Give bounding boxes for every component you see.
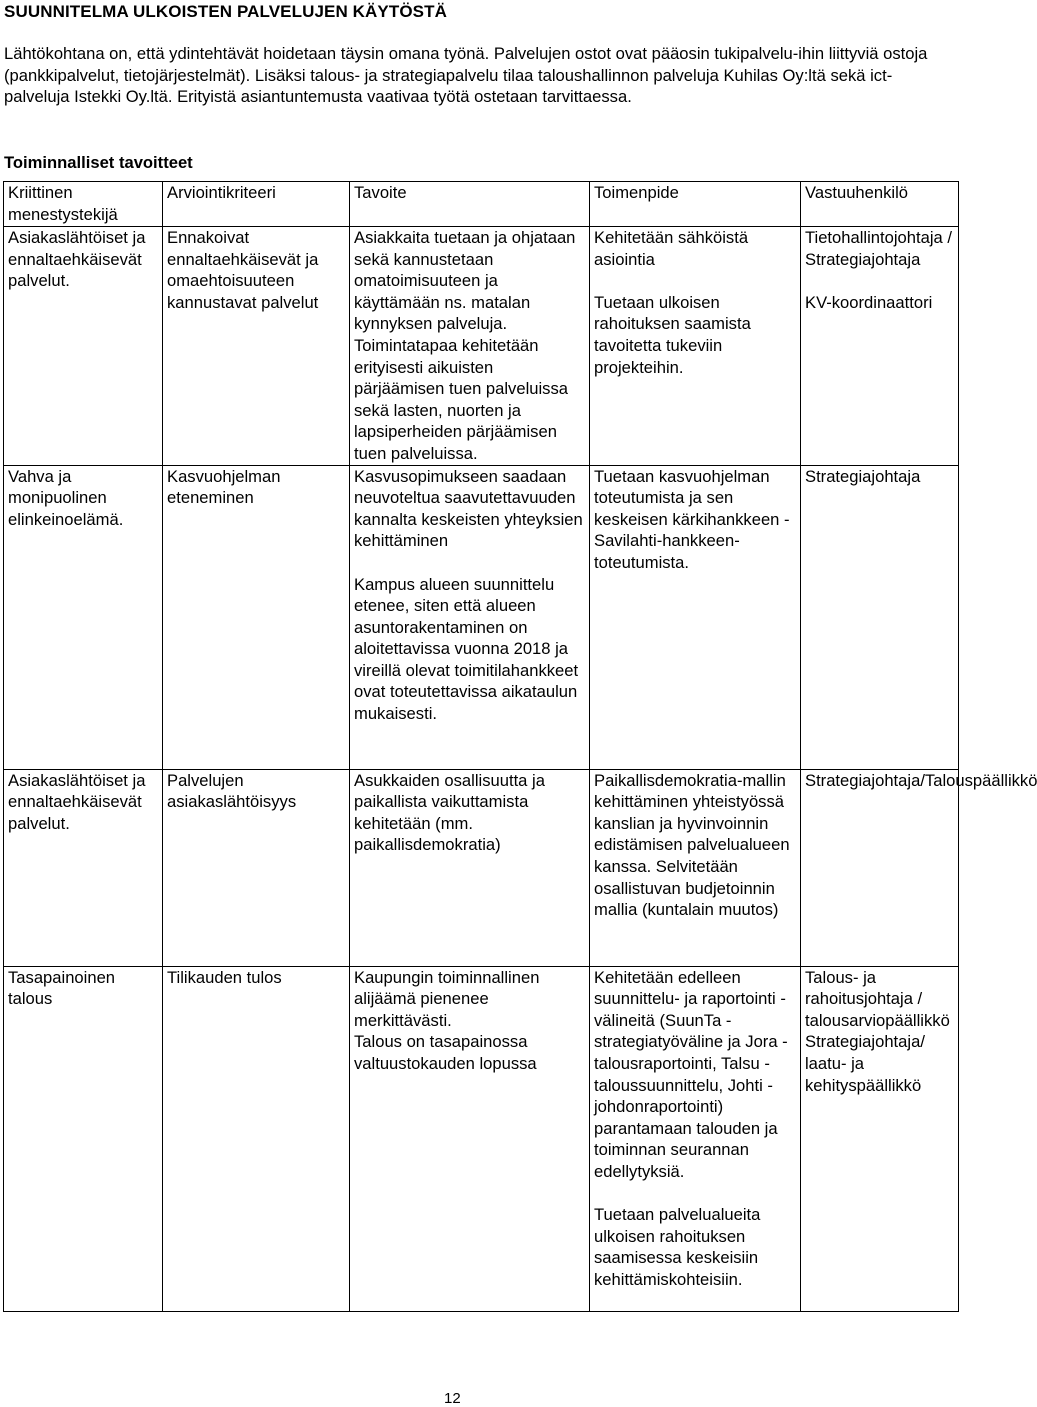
cell-responsible: Strategiajohtaja bbox=[801, 465, 959, 769]
header-criterion: Arviointikriteeri bbox=[163, 182, 350, 227]
header-action: Toimenpide bbox=[590, 182, 801, 227]
cell-goal: Kaupungin toiminnallinen alijäämä pienenee merkittävästi. Talous on tasapainossa valtuustokauden lopussa bbox=[350, 966, 590, 1311]
cell-criterion: Kasvuohjelman eteneminen bbox=[163, 465, 350, 769]
cell-responsible: Tietohallintojohtaja / Strategiajohtaja KV-koordinaattori bbox=[801, 227, 959, 466]
cell-action: Paikallisdemokratia-mallin kehittäminen yhteistyössä kanslian ja hyvinvoinnin edistämisen palvelualueen kanssa. Selvitetään osallistuvan budjetoinnin mallia (kuntalain muutos) bbox=[590, 769, 801, 966]
cell-factor: Tasapainoinen talous bbox=[4, 966, 163, 1311]
section-title: Toiminnalliset tavoitteet bbox=[4, 153, 193, 172]
intro-paragraph: Lähtökohtana on, että ydintehtävät hoidetaan täysin omana työnä. Palvelujen ostot ovat pääosin tukipalvelu-ihin liittyviä ostoja (pankkipalvelut, tietojärjestelmät). Lisäksi talous- ja strategiapalvelu tilaa taloushallinnon palveluja Kuhilas Oy:ltä sekä ict-palveluja Istekki Oy.ltä. Erityistä asiantuntemusta vaativaa työtä ostetaan tarvittaessa. bbox=[4, 44, 928, 107]
cell-factor: Vahva ja monipuolinen elinkeinoelämä. bbox=[4, 465, 163, 769]
cell-factor: Asiakaslähtöiset ja ennaltaehkäisevät palvelut. bbox=[4, 227, 163, 466]
cell-criterion: Tilikauden tulos bbox=[163, 966, 350, 1311]
page-number: 12 bbox=[444, 1390, 461, 1407]
cell-goal: Asiakkaita tuetaan ja ohjataan sekä kannustetaan omatoimisuuteen ja käyttämään ns. matalan kynnyksen palveluja. Toimintatapaa kehitetään erityisesti aikuisten pärjäämisen tuen palveluissa sekä lasten, nuorten ja lapsiperheiden pärjäämisen tuen palveluissa. bbox=[350, 227, 590, 466]
cell-responsible: Talous- ja rahoitusjohtaja / talousarviopäällikkö Strategiajohtaja/ laatu- ja kehityspäällikkö bbox=[801, 966, 959, 1311]
table-row bbox=[4, 465, 959, 769]
header-responsible: Vastuuhenkilö bbox=[801, 182, 959, 227]
cell-goal: Kasvusopimukseen saadaan neuvoteltua saavutettavuuden kannalta keskeisten yhteyksien kehittäminen Kampus alueen suunnittelu etenee, siten että alueen asuntorakentaminen on aloitettavissa vuonna 2018 ja vireillä olevat toimitilahankkeet ovat toteutettavissa aikataulun mukaisesti. bbox=[350, 465, 590, 769]
table-row bbox=[4, 769, 959, 966]
table-row bbox=[4, 966, 959, 1311]
table-row bbox=[4, 227, 959, 466]
table-header-row bbox=[4, 182, 959, 227]
header-factor: Kriittinen menestystekijä bbox=[4, 182, 163, 227]
cell-action: Kehitetään sähköistä asiointia Tuetaan ulkoisen rahoituksen saamista tavoitetta tukeviin projekteihin. bbox=[590, 227, 801, 466]
cell-criterion: Ennakoivat ennaltaehkäisevät ja omaehtoisuuteen kannustavat palvelut bbox=[163, 227, 350, 466]
cell-criterion: Palvelujen asiakaslähtöisyys bbox=[163, 769, 350, 966]
cell-factor: Asiakaslähtöiset ja ennaltaehkäisevät palvelut. bbox=[4, 769, 163, 966]
cell-responsible: Strategiajohtaja/Talouspäällikkö bbox=[801, 769, 959, 966]
header-goal: Tavoite bbox=[350, 182, 590, 227]
goals-table bbox=[3, 181, 1037, 1312]
cell-action: Kehitetään edelleen suunnittelu- ja raportointi -välineitä (SuunTa -strategiatyöväline ja Jora -talousraportointi, Talsu -taloussuunnittelu, Johti -johdonraportointi) parantamaan talouden ja toiminnan seurannan edellytyksiä. Tuetaan palvelualueita ulkoisen rahoituksen saamisessa keskeisiin kehittämiskohteisiin. bbox=[590, 966, 801, 1311]
cell-action: Tuetaan kasvuohjelman toteutumista ja sen keskeisen kärkihankkeen - Savilahti-hankkeen- toteutumista. bbox=[590, 465, 801, 769]
page-title: SUUNNITELMA ULKOISTEN PALVELUJEN KÄYTÖSTÄ bbox=[4, 2, 447, 21]
cell-goal: Asukkaiden osallisuutta ja paikallista vaikuttamista kehitetään (mm. paikallisdemokratia) bbox=[350, 769, 590, 966]
intro-text bbox=[4, 43, 954, 108]
